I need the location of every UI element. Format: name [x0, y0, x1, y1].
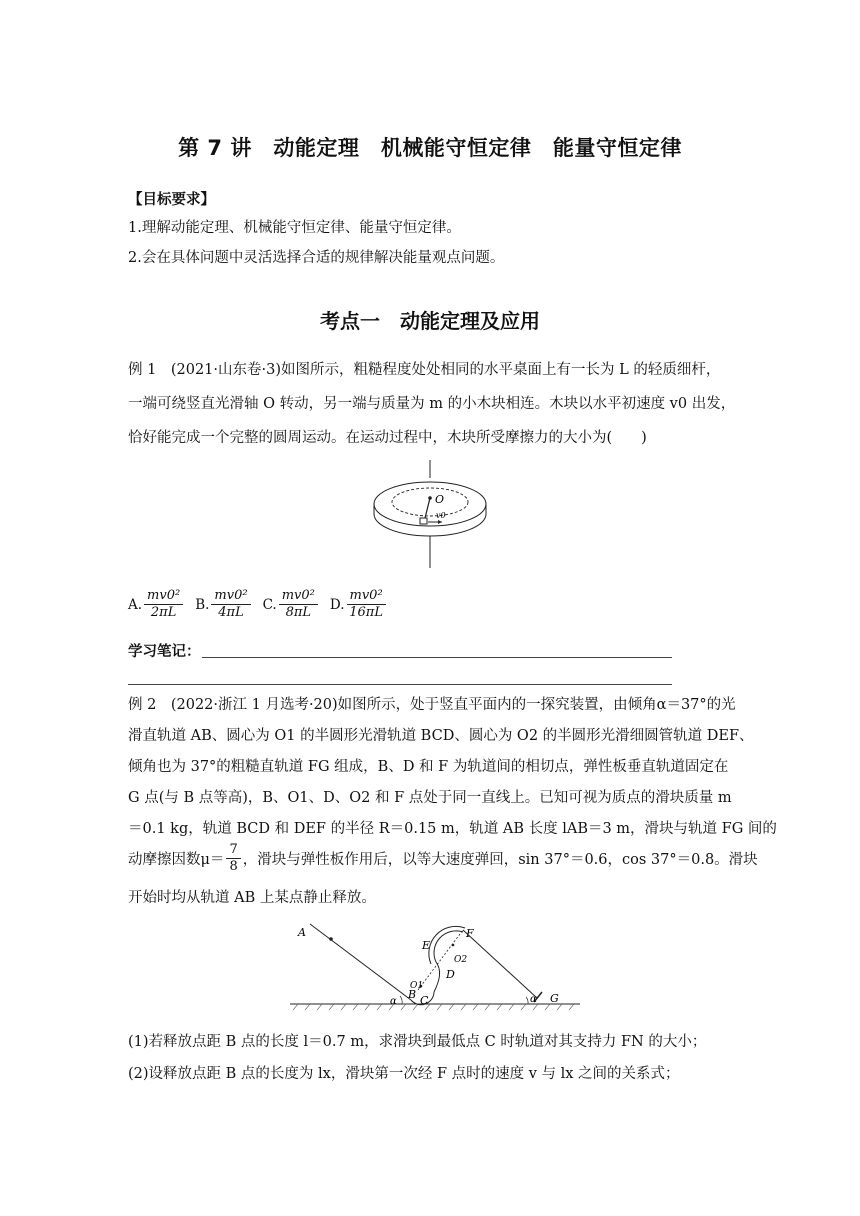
- example2-line-1: 例 2 (2022·浙江 1 月选考·20)如图所示，处于竖直平面内的一探究装置，由倾角α＝37°的光: [128, 697, 736, 713]
- mu-prefix: 动摩擦因数μ＝: [128, 852, 225, 868]
- choice-a-letter: A.: [128, 596, 143, 613]
- label-O1: O1: [410, 981, 424, 991]
- goal-item-1: 1.理解动能定理、机械能守恒定律、能量守恒定律。: [128, 220, 461, 236]
- example1-line-3: 恰好能完成一个完整的圆周运动。在运动过程中，木块所受摩擦力的大小为( ): [128, 430, 647, 446]
- label-F: F: [466, 927, 474, 940]
- mu-numerator: 7: [226, 842, 240, 859]
- choice-a-den: 2πL: [150, 605, 177, 620]
- page-title: 第 7 讲 动能定理 机械能守恒定律 能量守恒定律: [178, 136, 682, 160]
- choice-d[interactable]: [330, 588, 388, 621]
- notes-label: 学习笔记：: [128, 644, 201, 660]
- notes-line-1[interactable]: [202, 657, 672, 658]
- choice-d-num: mv0²: [347, 588, 386, 605]
- choice-b[interactable]: [195, 588, 252, 621]
- mu-suffix: ，滑块与弹性板作用后，以等大速度弹回，sin 37°＝0.6，cos 37°＝0.8。滑块: [242, 852, 758, 868]
- label-C: C: [420, 994, 429, 1007]
- label-A: A: [298, 926, 306, 939]
- section-title: 考点一 动能定理及应用: [320, 309, 540, 333]
- choice-c-num: mv0²: [279, 588, 318, 605]
- label-v0: v0: [436, 511, 446, 520]
- choice-b-letter: B.: [195, 596, 210, 613]
- question-1: (1)若释放点距 B 点的长度 l＝0.7 m，求滑块到最低点 C 时轨道对其支持力 FN 的大小；: [128, 1034, 707, 1050]
- choice-b-num: mv0²: [211, 588, 250, 605]
- notes-line-2[interactable]: [128, 684, 672, 685]
- choice-a[interactable]: [128, 588, 185, 621]
- label-O: O: [435, 493, 445, 506]
- label-alpha-right: α: [530, 994, 537, 1005]
- choice-c-letter: C.: [262, 596, 277, 613]
- example2-line-4: G 点(与 B 点等高)，B、O1、D、O2 和 F 点处于同一直线上。已知可视为质点的滑块质量 m: [128, 790, 732, 806]
- example2-line-6: [128, 842, 758, 875]
- label-E: E: [422, 939, 431, 952]
- question-2: (2)设释放点距 B 点的长度为 lx，滑块第一次经 F 点时的速度 v 与 lx 之间的关系式；: [128, 1066, 680, 1082]
- choice-d-den: 16πL: [349, 605, 383, 620]
- label-G: G: [550, 992, 559, 1005]
- example1-line-2: 一端可绕竖直光滑轴 O 转动，另一端与质量为 m 的小木块相连。木块以水平初速度 v0 出发，: [128, 396, 736, 412]
- goal-item-2: 2.会在具体问题中灵活选择合适的规律解决能量观点问题。: [128, 250, 505, 266]
- goals-heading: 【目标要求】: [128, 192, 215, 208]
- answer-choices: [128, 588, 388, 621]
- example2-line-7: 开始时均从轨道 AB 上某点静止释放。: [128, 890, 376, 906]
- choice-a-num: mv0²: [144, 588, 183, 605]
- example2-line-5: ＝0.1 kg，轨道 BCD 和 DEF 的半径 R＝0.15 m，轨道 AB 长度 lAB＝3 m，滑块与轨道 FG 间的: [128, 821, 777, 837]
- example1-line-1: 例 1 (2021·山东卷·3)如图所示，粗糙程度处处相同的水平桌面上有一长为 L 的轻质细杆，: [128, 362, 721, 378]
- example2-line-2: 滑直轨道 AB、圆心为 O1 的半圆形光滑轨道 BCD、圆心为 O2 的半圆形光滑细圆管轨道 DEF、: [128, 728, 754, 744]
- mu-denominator: 8: [229, 859, 238, 874]
- label-D: D: [446, 968, 455, 981]
- rotating-disk-figure: [368, 456, 490, 570]
- choice-c-den: 8πL: [285, 605, 312, 620]
- choice-d-letter: D.: [329, 596, 345, 613]
- choice-b-den: 4πL: [218, 605, 244, 620]
- track-apparatus-figure: [290, 918, 580, 1018]
- label-O2: O2: [454, 955, 468, 965]
- label-B: B: [408, 988, 417, 1001]
- choice-c[interactable]: [263, 588, 320, 621]
- example2-line-3: 倾角也为 37°的粗糙直轨道 FG 组成，B、D 和 F 为轨道间的相切点，弹性板垂直轨道固定在: [128, 759, 729, 775]
- label-alpha-left: α: [390, 996, 397, 1007]
